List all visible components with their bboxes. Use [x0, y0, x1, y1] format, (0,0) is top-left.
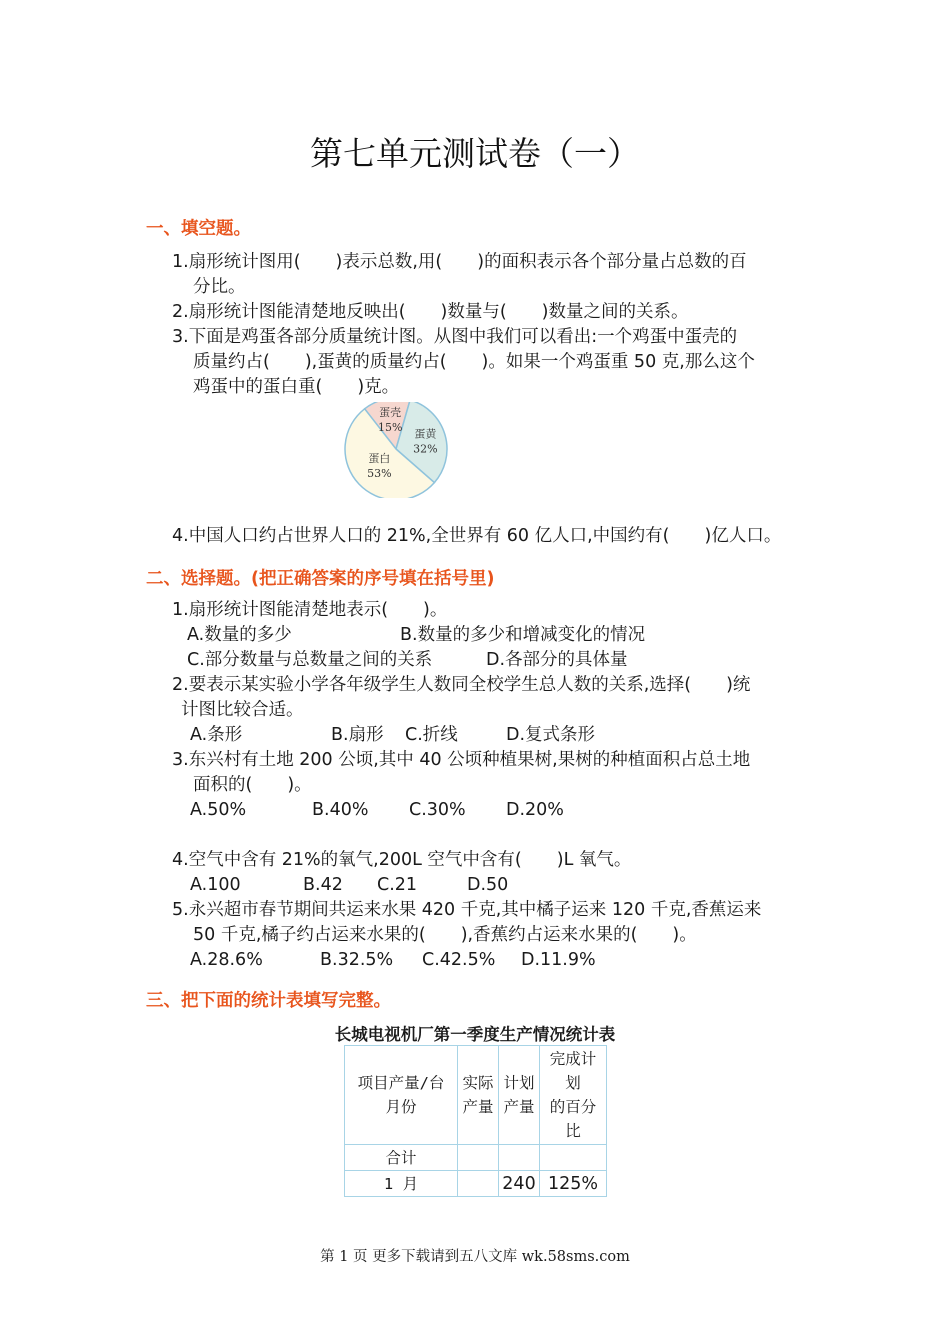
s2-q1-optC: C.部分数量与总数量之间的关系 [187, 650, 433, 670]
header-percent-line2: 划 [565, 1074, 581, 1092]
header-percent-line4: 比 [565, 1122, 581, 1140]
s2-q2-line1: 2.要表示某实验小学各年级学生人数同全校学生总人数的关系,选择( )统 [172, 675, 751, 695]
s2-q2-line2: 计图比较合适。 [181, 700, 304, 720]
pie-slice-name: 蛋黄 [414, 427, 437, 441]
s2-q2-optD: D.复式条形 [506, 725, 596, 745]
s2-q2-optC: C.折线 [405, 725, 458, 745]
s2-q1-optB: B.数量的多少和增减变化的情况 [400, 625, 646, 645]
s2-q5-optA: A.28.6% [190, 950, 263, 970]
pie-slice-value: 53% [367, 466, 392, 480]
table-header-row [345, 1046, 607, 1145]
s2-q1-line1: 1.扇形统计图能清楚地表示( )。 [172, 600, 448, 620]
section-2-heading: 二、选择题。(把正确答案的序号填在括号里) [146, 569, 495, 589]
s2-q5-optC: C.42.5% [422, 950, 496, 970]
s2-q3-optC: C.30% [409, 800, 466, 820]
page-footer: 第 1 页 更多下载请到五八文库 wk.58sms.com [320, 1249, 630, 1265]
pie-slice-value: 15% [377, 420, 403, 434]
s2-q5-line1: 5.永兴超市春节期间共运来水果 420 千克,其中橘子运来 120 千克,香蕉运来 [172, 900, 762, 920]
s1-q3-line2: 质量约占( ),蛋黄的质量约占( )。如果一个鸡蛋重 50 克,那么这个 [193, 352, 755, 372]
s2-q3-optA: A.50% [190, 800, 247, 820]
s2-q4-optB: B.42 [303, 875, 343, 895]
s2-q1-optD: D.各部分的具体量 [486, 650, 628, 670]
table-row [345, 1171, 607, 1197]
s2-q2-optB: B.扇形 [331, 725, 384, 745]
s2-q4-optA: A.100 [190, 875, 241, 895]
s1-q4-line1: 4.中国人口约占世界人口的 21%,全世界有 60 亿人口,中国约有( )亿人口。 [172, 526, 782, 546]
page-title: 第七单元测试卷（一） [310, 134, 640, 173]
s2-q5-optB: B.32.5% [320, 950, 394, 970]
header-item-line1: 项目产量/台 [357, 1074, 445, 1092]
header-percent [540, 1046, 607, 1145]
pie-slice-name: 蛋壳 [379, 405, 402, 419]
s2-q4-optD: D.50 [467, 875, 509, 895]
table-title: 长城电视机厂第一季度生产情况统计表 [334, 1025, 616, 1044]
header-actual-line2: 产量 [462, 1098, 494, 1116]
s1-q1-line2: 分比。 [193, 277, 246, 297]
table-row [345, 1145, 607, 1171]
row-label: 合计 [345, 1145, 458, 1171]
s1-q2-line1: 2.扇形统计图能清楚地反映出( )数量与( )数量之间的关系。 [172, 302, 689, 322]
s1-q3-line3: 鸡蛋中的蛋白重( )克。 [193, 377, 400, 397]
row-actual[interactable] [458, 1171, 499, 1197]
pie-slice-name: 蛋白 [368, 451, 391, 465]
egg-pie-chart [340, 402, 452, 498]
row-percent[interactable] [540, 1145, 607, 1171]
row-actual[interactable] [458, 1145, 499, 1171]
header-actual-line1: 实际 [462, 1074, 494, 1092]
header-percent-line1: 完成计 [549, 1050, 597, 1068]
s2-q1-optA: A.数量的多少 [187, 625, 292, 645]
s2-q3-line1: 3.东兴村有土地 200 公顷,其中 40 公顷种植果树,果树的种植面积占总土地 [172, 750, 751, 770]
section-1-heading: 一、填空题。 [146, 219, 251, 239]
s1-q1-line1: 1.扇形统计图用( )表示总数,用( )的面积表示各个部分量占总数的百 [172, 252, 747, 272]
pie-slice-value: 32% [413, 442, 438, 456]
row-plan[interactable] [499, 1145, 540, 1171]
s1-q3-line1: 3.下面是鸡蛋各部分质量统计图。从图中我们可以看出:一个鸡蛋中蛋壳的 [172, 327, 738, 347]
s2-q4-line1: 4.空气中含有 21%的氧气,200L 空气中含有( )L 氧气。 [172, 850, 632, 870]
row-percent: 125% [540, 1171, 607, 1197]
header-item-line2: 月份 [385, 1098, 417, 1116]
s2-q3-optB: B.40% [312, 800, 369, 820]
header-plan [499, 1046, 540, 1145]
header-plan-line1: 计划 [503, 1074, 535, 1092]
row-label: 1 月 [345, 1171, 458, 1197]
s2-q3-optD: D.20% [506, 800, 564, 820]
s2-q3-line2: 面积的( )。 [193, 775, 312, 795]
row-plan: 240 [499, 1171, 540, 1197]
s2-q2-optA: A.条形 [190, 725, 243, 745]
header-plan-line2: 产量 [503, 1098, 535, 1116]
production-table [344, 1045, 607, 1197]
header-actual [458, 1046, 499, 1145]
s2-q5-optD: D.11.9% [521, 950, 596, 970]
header-percent-line3: 的百分 [549, 1098, 597, 1116]
header-item-month [345, 1046, 458, 1145]
section-3-heading: 三、把下面的统计表填写完整。 [146, 991, 391, 1011]
s2-q5-line2: 50 千克,橘子约占运来水果的( ),香蕉约占运来水果的( )。 [193, 925, 697, 945]
s2-q4-optC: C.21 [377, 875, 418, 895]
